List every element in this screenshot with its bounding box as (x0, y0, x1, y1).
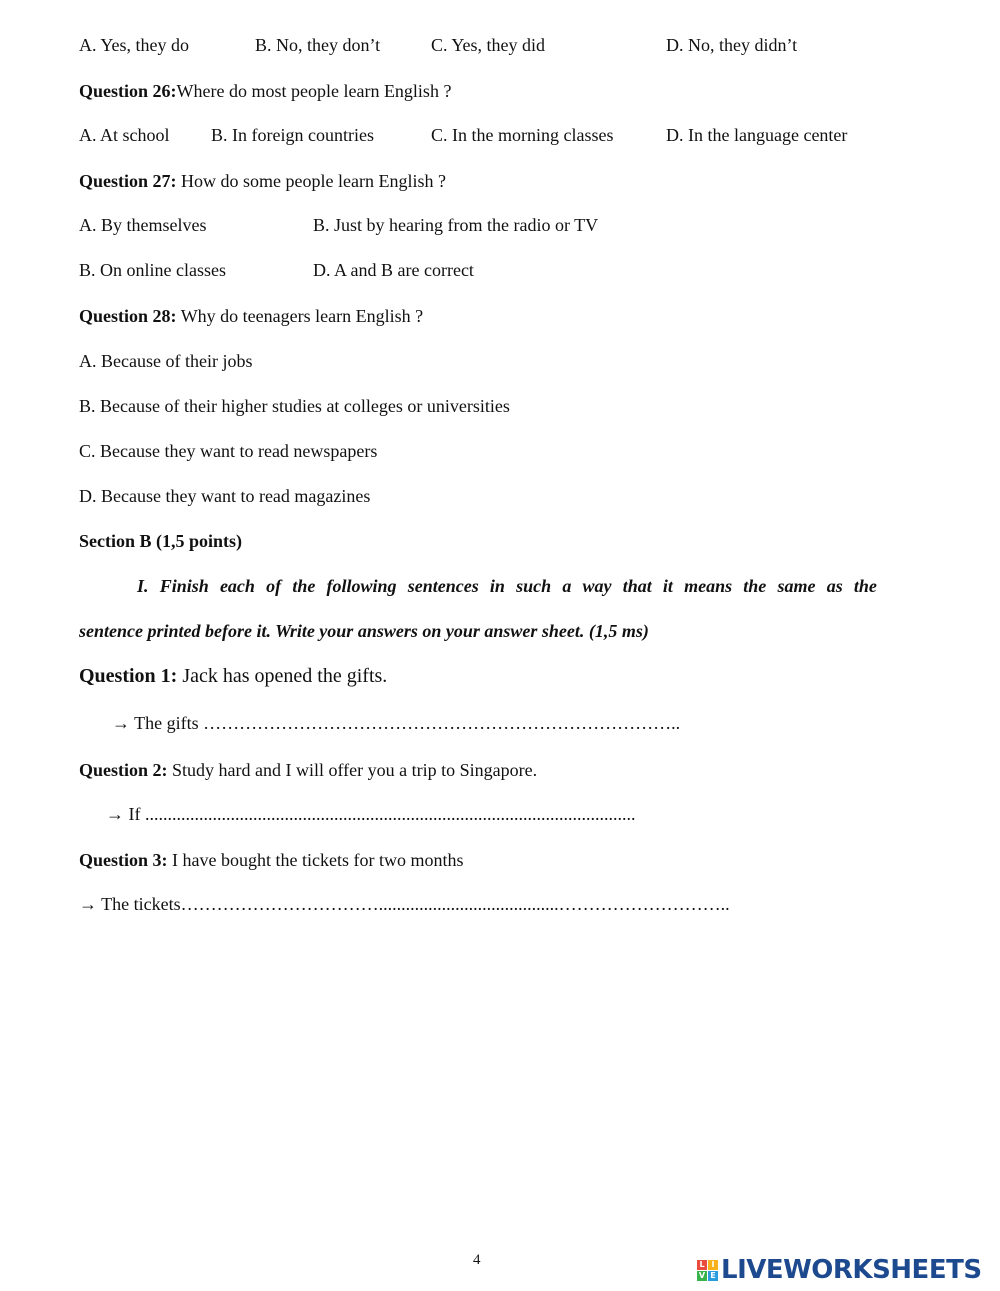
question-28 (79, 305, 423, 327)
logo-tile: I (708, 1260, 718, 1270)
rewrite-question-1-label: Question 1: (79, 665, 178, 687)
rewrite-question-3-label: Question 3: (79, 850, 168, 870)
logo-tiles-icon (697, 1260, 718, 1281)
rewrite-question-1 (79, 665, 387, 687)
q25-option-b[interactable]: B. No, they don’t (255, 35, 381, 55)
rewrite-answer-1[interactable]: → The gifts …………………………………………………………………….. (112, 713, 681, 733)
instruction-word: same (777, 576, 816, 596)
instruction-word: way (582, 576, 612, 596)
q27-option-b[interactable]: B. Just by hearing from the radio or TV (313, 215, 599, 235)
rewrite-question-2 (79, 759, 537, 781)
question-26-label: Question 26: (79, 81, 177, 101)
question-27 (79, 170, 446, 192)
q28-option-b[interactable]: B. Because of their higher studies at colleges or universities (79, 396, 510, 416)
rewrite-question-2-label: Question 2: (79, 760, 168, 780)
instruction-word: of (266, 576, 282, 596)
rewrite-question-3 (79, 849, 463, 871)
q26-option-c[interactable]: C. In the morning classes (431, 125, 614, 145)
instruction-word: sentences (407, 576, 479, 596)
instruction-word: the (743, 576, 767, 596)
q26-option-a[interactable]: A. At school (79, 125, 170, 145)
logo-tile: V (698, 1270, 706, 1280)
page-number: 4 (473, 1252, 481, 1268)
rewrite-question-1-text: Jack has opened the gifts. (177, 665, 388, 687)
rewrite-question-3-text: I have bought the tickets for two months (167, 850, 464, 870)
question-27-label: Question 27: (79, 171, 177, 191)
question-26 (79, 80, 451, 102)
q25-option-c[interactable]: C. Yes, they did (431, 35, 546, 55)
q26-option-d[interactable]: D. In the language center (666, 125, 848, 145)
instruction-word: as (826, 576, 843, 596)
question-28-label: Question 28: (79, 306, 177, 326)
instruction-word: Finish (159, 576, 209, 596)
instruction-word: such (516, 576, 552, 596)
instruction-line-2: sentence printed before it. Write your answers on your answer sheet. (1,5 ms) (79, 621, 649, 641)
q25-option-a[interactable]: A. Yes, they do (79, 35, 190, 55)
instruction-word: in (489, 576, 505, 596)
liveworksheets-logo[interactable] (697, 1255, 982, 1285)
instruction-word: each (219, 576, 255, 596)
q26-option-b[interactable]: B. In foreign countries (211, 125, 374, 145)
instruction-word: I. (137, 576, 149, 596)
q28-option-c[interactable]: C. Because they want to read newspapers (79, 441, 378, 461)
rewrite-answer-2[interactable]: → If ............................................................................................................. (106, 804, 636, 824)
logo-tile: E (708, 1271, 718, 1281)
instruction-line-1 (137, 575, 877, 597)
q25-option-d[interactable]: D. No, they didn’t (666, 35, 798, 55)
q28-option-a[interactable]: A. Because of their jobs (79, 351, 253, 371)
q27-option-d[interactable]: D. A and B are correct (313, 260, 474, 280)
section-b-title: Section B (1,5 points) (79, 531, 243, 551)
instruction-word: the (292, 576, 316, 596)
instruction-word: that (622, 576, 652, 596)
logo-tile: L (697, 1260, 707, 1270)
instruction-word: following (326, 576, 397, 596)
question-27-text: How do some people learn English ? (176, 171, 446, 191)
instruction-word: the (853, 576, 877, 596)
q27-option-a[interactable]: A. By themselves (79, 215, 207, 235)
question-26-text: Where do most people learn English ? (176, 81, 452, 101)
rewrite-answer-3[interactable]: → The tickets……………………………........................................……………………….. (79, 894, 730, 914)
logo-wordmark: LIVEWORKSHEETS (721, 1255, 982, 1285)
question-28-text: Why do teenagers learn English ? (176, 306, 424, 326)
instruction-word: means (684, 576, 733, 596)
instruction-word: a (562, 576, 572, 596)
q28-option-d[interactable]: D. Because they want to read magazines (79, 486, 371, 506)
rewrite-question-2-text: Study hard and I will offer you a trip to Singapore. (167, 760, 538, 780)
q27-option-c[interactable]: B. On online classes (79, 260, 226, 280)
instruction-word: it (662, 576, 673, 596)
